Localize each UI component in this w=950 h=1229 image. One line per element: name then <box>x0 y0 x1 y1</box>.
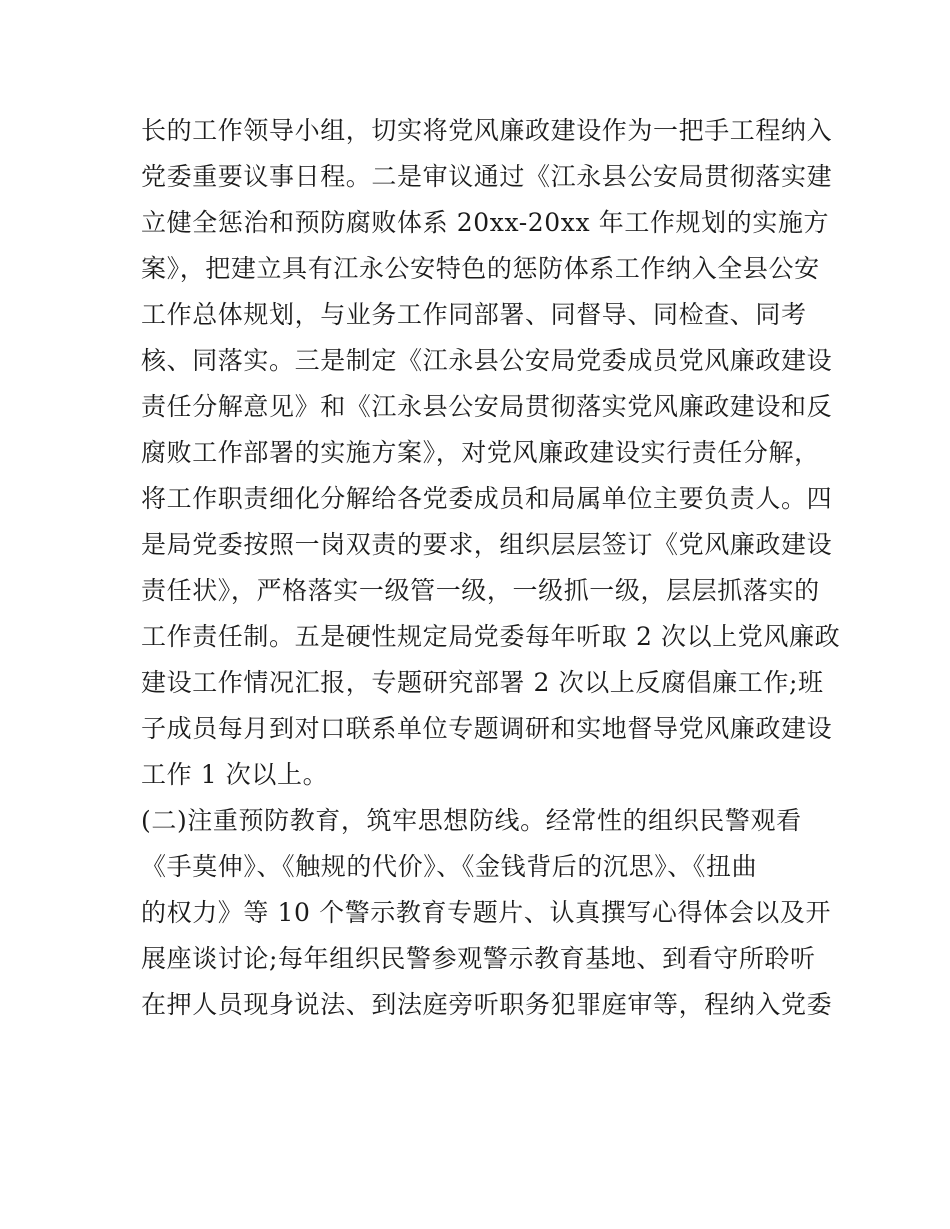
text-line-14: 子成员每月到对口联系单位专题调研和实地督导党风廉政建设 <box>141 714 833 743</box>
text-line-8: 腐败工作部署的实施方案》，对党风廉政建设实行责任分解， <box>141 438 820 467</box>
text-line-10: 是局党委按照一岗双责的要求，组织层层签订《党风廉政建设 <box>141 530 833 559</box>
text-line-13: 建设工作情况汇报，专题研究部署 2 次以上反腐倡廉工作;班 <box>141 668 824 697</box>
body-text <box>141 108 841 1028</box>
text-line-20: 在押人员现身说法、到法庭旁听职务犯罪庭审等，程纳入党委 <box>141 990 833 1019</box>
text-line-12: 工作责任制。五是硬性规定局党委每年听取 2 次以上党风廉政 <box>141 622 841 651</box>
text-line-1: 长的工作领导小组，切实将党风廉政建设作为一把手工程纳入 <box>141 116 833 145</box>
text-line-7: 责任分解意见》和《江永县公安局贯彻落实党风廉政建设和反 <box>141 392 833 421</box>
text-line-16: (二)注重预防教育，筑牢思想防线。经常性的组织民警观看 <box>141 806 802 835</box>
text-line-15: 工作 1 次以上。 <box>141 760 329 789</box>
text-line-18: 的权力》等 10 个警示教育专题片、认真撰写心得体会以及开 <box>141 898 832 927</box>
text-line-9: 将工作职责细化分解给各党委成员和局属单位主要负责人。四 <box>141 484 833 513</box>
text-line-4: 案》，把建立具有江永公安特色的惩防体系工作纳入全县公安 <box>141 254 820 283</box>
text-line-17: 《手莫伸》、《触规的代价》、《金钱背后的沉思》、《扭曲 <box>141 852 758 881</box>
text-line-19: 展座谈讨论;每年组织民警参观警示教育基地、到看守所聆听 <box>141 944 816 973</box>
text-line-6: 核、同落实。三是制定《江永县公安局党委成员党风廉政建设 <box>141 346 833 375</box>
text-line-2: 党委重要议事日程。二是审议通过《江永县公安局贯彻落实建 <box>141 162 833 191</box>
text-line-11: 责任状》，严格落实一级管一级，一级抓一级，层层抓落实的 <box>141 576 820 605</box>
text-line-5: 工作总体规划，与业务工作同部署、同督导、同检查、同考 <box>141 300 807 329</box>
text-line-3: 立健全惩治和预防腐败体系 20xx-20xx 年工作规划的实施方 <box>141 208 830 237</box>
